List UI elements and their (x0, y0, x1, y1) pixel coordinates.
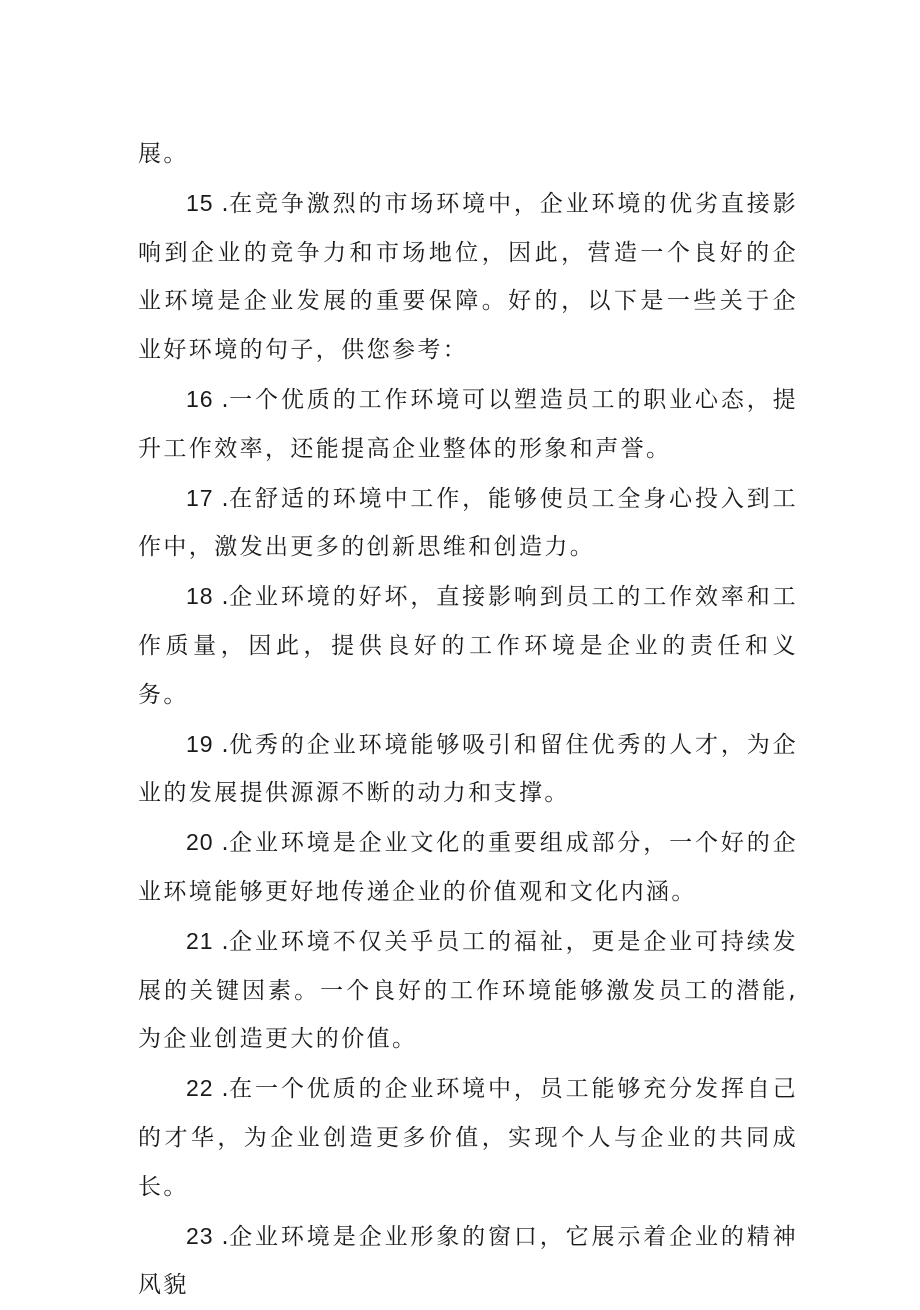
list-item (138, 572, 798, 719)
item-text: 在竞争激烈的市场环境中，企业环境的优劣直接影响到企业的竞争力和市场地位，因此，营造一个良好的企业环境是企业发展的重要保障。好的，以下是一些关于企业好环境的句子，供您参考： (138, 190, 798, 364)
continuation-paragraph (138, 130, 798, 179)
item-text: 企业环境的好坏，直接影响到员工的工作效率和工作质量，因此，提供良好的工作环境是企业的责任和义务。 (138, 584, 798, 708)
item-separator: . (213, 928, 229, 955)
list-item (138, 179, 798, 375)
list-item (138, 720, 798, 819)
item-separator: . (213, 1223, 229, 1250)
item-separator: . (213, 830, 229, 857)
item-text: 企业环境是企业文化的重要组成部分，一个好的企业环境能够更好地传递企业的价值观和文化内涵。 (138, 830, 798, 905)
list-item (138, 1212, 798, 1310)
item-number: 16 (186, 385, 214, 412)
item-text: 企业环境不仅关乎员工的福祉，更是企业可持续发展的关键因素。一个良好的工作环境能够激发员工的潜能,为企业创造更大的价值。 (138, 928, 798, 1053)
item-text: 在一个优质的企业环境中，员工能够充分发挥自己的才华，为企业创造更多价值，实现个人与企业的共同成长。 (138, 1076, 798, 1200)
item-text: 企业环境是企业形象的窗口，它展示着企业的精神风貌 (138, 1223, 798, 1299)
item-number: 15 (186, 189, 214, 216)
list-item (138, 818, 798, 917)
item-number: 20 (186, 829, 214, 856)
continuation-text: 展。 (138, 141, 189, 167)
item-separator: . (213, 584, 229, 611)
item-number: 21 (186, 927, 214, 954)
item-number: 17 (186, 484, 214, 511)
list-item (138, 375, 798, 474)
list-item (138, 474, 798, 573)
item-separator: . (213, 190, 229, 217)
list-item (138, 917, 798, 1064)
item-separator: . (213, 386, 229, 413)
item-number: 23 (186, 1222, 214, 1249)
item-text: 在舒适的环境中工作，能够使员工全身心投入到工作中，激发出更多的创新思维和创造力。 (138, 485, 798, 561)
item-text: 一个优质的工作环境可以塑造员工的职业心态，提升工作效率，还能提高企业整体的形象和声誉。 (138, 386, 798, 462)
item-number: 22 (186, 1075, 214, 1102)
item-separator: . (213, 1076, 229, 1103)
item-separator: . (213, 731, 229, 758)
document-body (138, 130, 798, 1310)
item-number: 19 (186, 730, 214, 757)
item-number: 18 (186, 583, 214, 610)
item-text: 优秀的企业环境能够吸引和留住优秀的人才，为企业的发展提供源源不断的动力和支撑。 (138, 731, 798, 807)
item-separator: . (213, 485, 229, 512)
list-item (138, 1064, 798, 1211)
